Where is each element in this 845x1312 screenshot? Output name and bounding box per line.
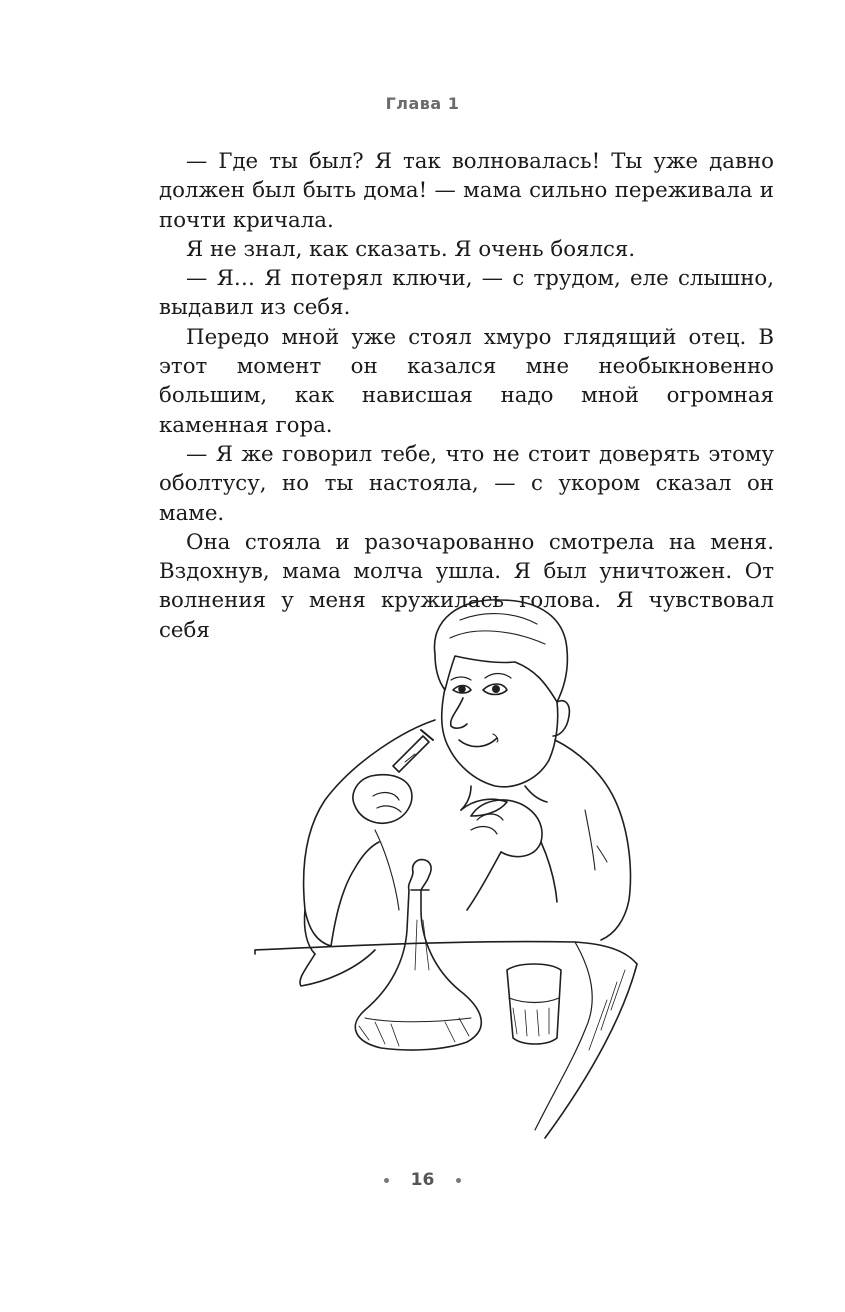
paragraph: — Где ты был? Я так волновалась! Ты уже давно должен был быть дома! — мама сильно переживала и почти кричала. [159,149,774,233]
table-top [255,942,637,964]
paragraph: Она стояла и разочарованно смотрела на меня. Вздохнув, мама молча ушла. Я был уничтожен. От волнения у меня кружилась голова. Я чувствовал себя [159,529,774,643]
paragraph: Передо мной уже стоял хмуро глядящий отец. В этот момент он казался мне необыкновенно большим, как нависшая надо мной огромная каменная гора. [159,324,774,438]
right-dot-ornament [456,1178,461,1183]
paragraph: — Я же говорил тебе, что не стоит доверять этому оболтусу, но ты настояла, — с укором сказал он маме. [159,441,774,526]
left-hand [353,775,412,823]
mouth [459,738,497,747]
paragraph: Я не знал, как сказать. Я очень боялся. [186,236,636,262]
running-head: Глава 1 [385,94,460,113]
page-number: 16 [410,1170,435,1190]
face [442,688,558,787]
left-dot-ornament [384,1178,389,1183]
small-vial [393,736,429,772]
page-number-footer [0,1170,845,1190]
paragraph: — Я… Я потерял ключи, — с трудом, еле слышно, выдавил из себя. [159,266,774,321]
body-text [159,147,774,645]
right-hand [471,800,542,857]
glass [507,964,561,1044]
nose [451,698,467,728]
hair [434,600,567,702]
illustration-man-at-table [245,590,645,1150]
left-arm [331,842,379,946]
